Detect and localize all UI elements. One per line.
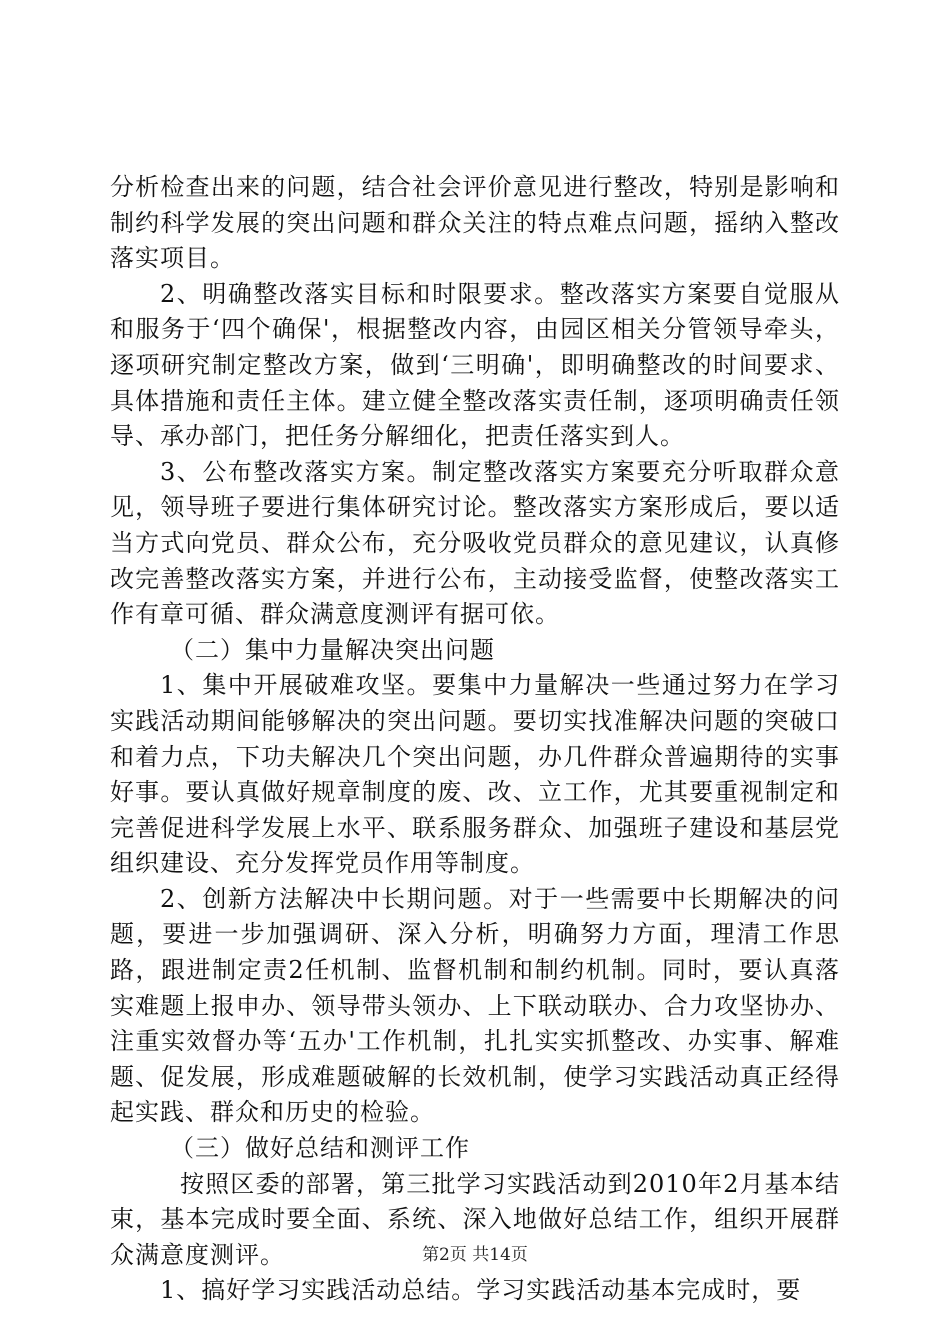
section-heading-2: （二）集中力量解决突出问题	[170, 635, 495, 664]
paragraph-item-2-targets: 2、明确整改落实目标和时限要求。整改落实方案要自觉服从和服务于‘四个确保'，根据整改内容，由园区相关分管领导牵头，逐项研究制定整改方案，做到‘三明确'，即明确整改的时间要求、具体措施和责任主体。建立健全整改落实责任制，逐项明确责任领导、承办部门，把任务分解细化，把责任落实到人。	[110, 279, 840, 451]
section-heading-3: （三）做好总结和测评工作	[170, 1134, 470, 1163]
paragraph-continuation: 分析检查出来的问题，结合社会评价意见进行整改，特别是影响和制约科学发展的突出问题和群众关注的特点难点问题，摇纳入整改落实项目。	[110, 173, 840, 273]
paragraph-summary-intro: 按照区委的部署，第三批学习实践活动到2010年2月基本结束，基本完成时要全面、系统、深入地做好总结工作，组织开展群众满意度测评。	[110, 1169, 840, 1269]
paragraph-item-2-long-term: 2、创新方法解决中长期问题。对于一些需要中长期解决的问题，要进一步加强调研、深入分析，明确努力方面，理清工作思路，跟进制定责2任机制、监督机制和制约机制。同时，要认真落实难题上报申办、领导带头领办、上下联动联办、合力攻坚协办、注重实效督办等‘五办'工作机制，扎扎实实抓整改、办实事、解难题、促发展，形成难题破解的长效机制，使学习实践活动真正经得起实践、群众和历史的检验。	[110, 884, 840, 1127]
paragraph-item-1-summary: 1、搞好学习实践活动总结。学习实践活动基本完成时，要	[160, 1276, 802, 1305]
paragraph-item-1-tackle: 1、集中开展破难攻坚。要集中力量解决一些通过努力在学习实践活动期间能够解决的突出问题。要切实找准解决问题的突破口和着力点，下功夫解决几个突出问题，办几件群众普遍期待的实事好事。要认真做好规章制度的废、改、立工作，尤其要重视制定和完善促进科学发展上水平、联系服务群众、加强班子建设和基层党组织建设、充分发挥党员作用等制度。	[110, 671, 840, 878]
document-body	[110, 170, 840, 1309]
paragraph-item-3-publish: 3、公布整改落实方案。制定整改落实方案要充分听取群众意见，领导班子要进行集体研究讨论。整改落实方案形成后，要以适当方式向党员、群众公布，充分吸收党员群众的意见建议，认真修改完善整改落实方案，并进行公布，主动接受监督，使整改落实工作有章可循、群众满意度测评有据可依。	[110, 457, 840, 629]
page-footer: 第2页 共14页	[422, 1245, 528, 1265]
